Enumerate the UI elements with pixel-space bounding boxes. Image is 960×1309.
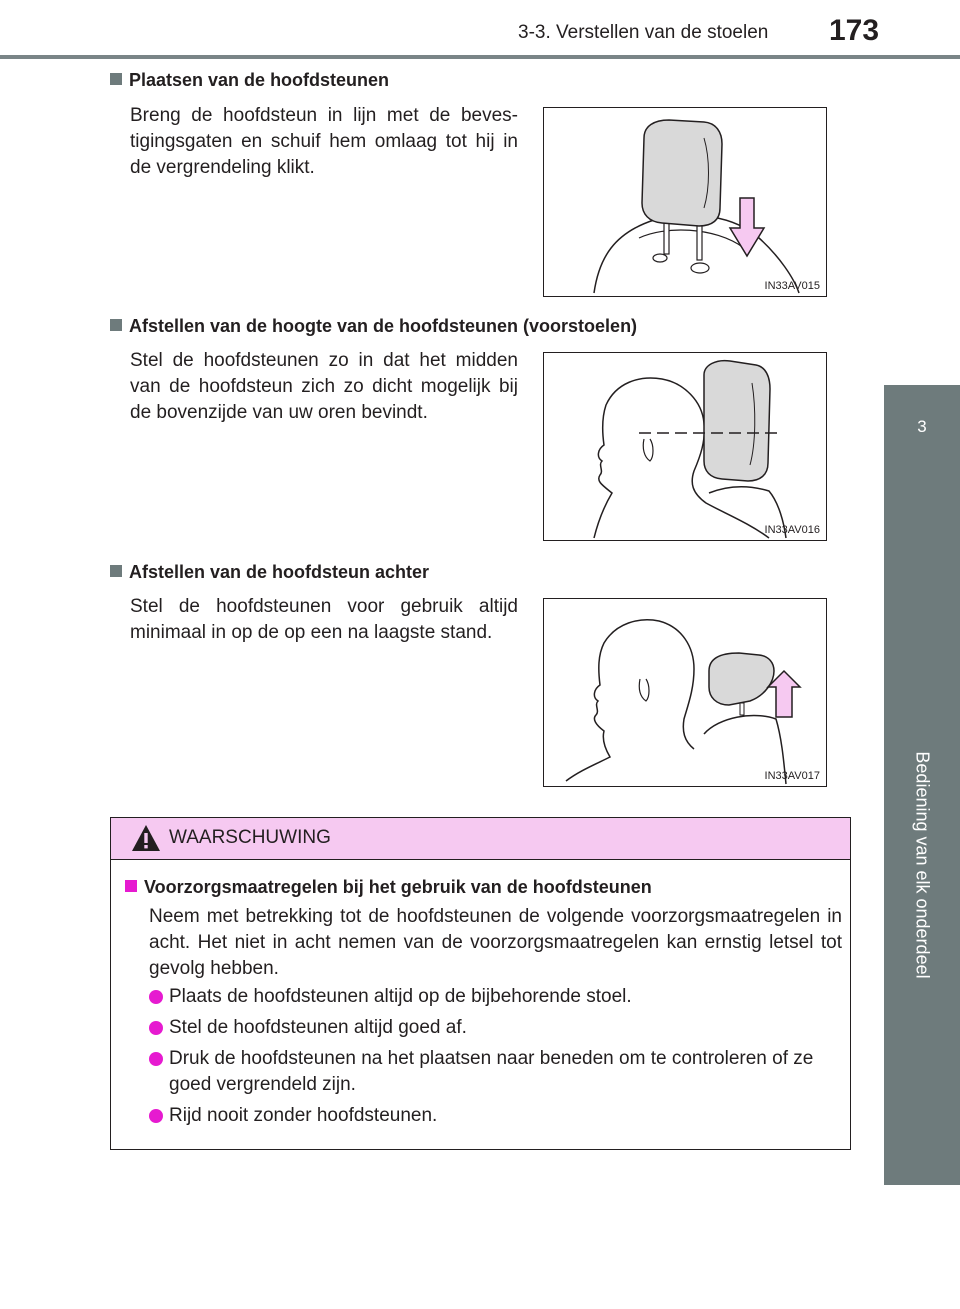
warning-header (111, 818, 850, 860)
warning-subheading: Voorzorgsmaatregelen bij het gebruik van de hoofdsteunen (125, 877, 652, 898)
chapter-tab (884, 385, 960, 1185)
illustration-code: IN33AV015 (764, 280, 820, 292)
warning-triangle-icon (131, 824, 161, 852)
square-bullet-icon (125, 880, 137, 892)
section-heading: Afstellen van de hoofdsteun achter (110, 562, 429, 583)
section-heading: Plaatsen van de hoofdsteunen (110, 70, 389, 91)
rear-headrest-illustration (543, 598, 827, 787)
section-text: Breng de hoofdsteun in lijn met de bevestigingsgaten en schuif hem omlaag tot hij in de vergrendeling klikt. (130, 105, 518, 178)
warning-bullet: Stel de hoofdsteunen altijd goed af. (149, 1015, 849, 1041)
section-text: Stel de hoofdsteunen voor gebruik altijd minimaal in op de op een na laagste stand. (130, 596, 518, 643)
bullet-dot-icon (149, 1109, 163, 1123)
headrest-height-illustration (543, 352, 827, 541)
header-divider (0, 55, 960, 59)
chapter-tab-label: Bediening van elk onderdeel (912, 751, 933, 979)
chapter-tab-number: 3 (917, 417, 927, 436)
bullet-dot-icon (149, 1021, 163, 1035)
warning-bullet: Druk de hoofdsteunen na het plaatsen naar beneden om te controleren of ze goed vergrendeld zijn. (149, 1046, 849, 1098)
square-bullet-icon (110, 319, 122, 331)
warning-bullet: Plaats de hoofdsteunen altijd op de bijbehorende stoel. (149, 984, 849, 1010)
warning-intro: Neem met betrekking tot de hoofdsteunen de volgende voorzorgsmaatregelen in acht. Het niet in acht nemen van de voorzorgsmaatregelen kan ernstig letsel tot gevolg hebben. (149, 906, 842, 979)
section-text: Stel de hoofdsteunen zo in dat het midden van de hoofdsteun zich zo dicht mogelijk bij de bovenzijde van uw oren bevindt. (130, 350, 518, 423)
header-section-title: 3-3. Verstellen van de stoelen (518, 22, 769, 43)
page-number: 173 (829, 14, 880, 47)
square-bullet-icon (110, 565, 122, 577)
warning-title: WAARSCHUWING (169, 827, 331, 848)
warning-box (110, 817, 851, 1150)
illustration-code: IN33AV016 (764, 524, 820, 536)
section-heading: Afstellen van de hoogte van de hoofdsteunen (voorstoelen) (110, 316, 637, 337)
square-bullet-icon (110, 73, 122, 85)
bullet-dot-icon (149, 990, 163, 1004)
headrest-install-illustration (543, 107, 827, 297)
bullet-dot-icon (149, 1052, 163, 1066)
illustration-code: IN33AV017 (764, 770, 820, 782)
warning-bullet: Rijd nooit zonder hoofdsteunen. (149, 1103, 849, 1129)
